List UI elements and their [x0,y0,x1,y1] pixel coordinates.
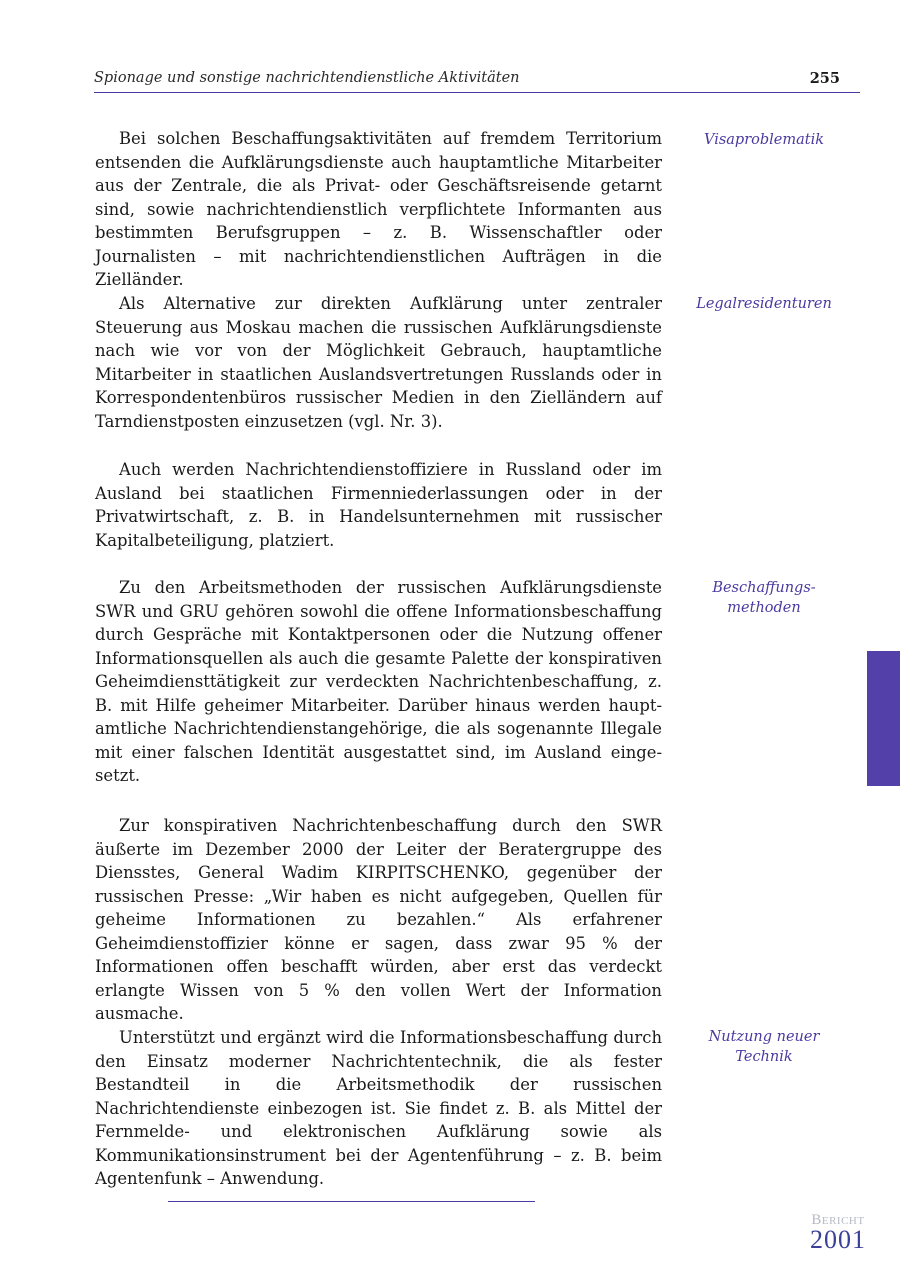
paragraph-4: Zu den Arbeitsmethoden der russischen Aufklärungsdienste SWR und GRU gehören sowohl die offene Informationsbeschaffung durch Gespräche mit Kontaktpersonen oder die Nutzung offener Informationsquellen als auch die gesamte Palette der konspirativen Geheimdiensttätigkeit zur verdeckten Nachrichtenbeschaffung, z. B. mit Hilfe geheimer Mitarbeiter. Darüber hinaus werden hauptamtliche Nachrichtendienstangehörige, die als sogenannte Illegale mit einer falschen Identität ausgestattet sind, im Ausland eingesetzt. [95,578,662,785]
thumb-index-tab [867,651,900,786]
footer-rule [168,1201,535,1202]
paragraph-5: Zur konspirativen Nachrichtenbeschaffung durch den SWR äußerte im Dezember 2000 der Leiter der Beratergruppe des Diensstes, General Wadim KIRPITSCHENKO, gegenüber der russischen Presse: „Wir haben es nicht aufgegeben, Quellen für geheime Informationen zu bezahlen.“ Als erfahrener Geheimdienstoffizier könne er sagen, dass zwar 95 % der Informationen offen beschafft würden, aber erst das verdeckt erlangte Wissen von 5 % den vollen Wert der Information ausmache. [95,816,662,1023]
paragraph-6: Unterstützt und ergänzt wird die Informationsbeschaffung durch den Einsatz moderner Nachrichtentechnik, die als fester Bestandteil in die Arbeitsmethodik der russischen Nachrichtendienste einbezogen ist. Sie findet z. B. als Mittel der Fernmelde- und elektronischen Aufklärung sowie als Kommunikationsinstrument bei der Agentenführung – z. B. beim Agentenfunk – Anwendung. [95,1028,662,1188]
report-logo-year: 2001 [810,1225,866,1254]
margin-note-visaproblematik: Visaproblematik [703,132,825,148]
report-logo [798,1212,878,1252]
paragraph-2: Als Alternative zur direkten Aufklärung unter zentraler Steuerung aus Moskau machen die russischen Aufklärungsdienste nach wie vor von der Möglichkeit Gebrauch, hauptamtliche Mitarbeiter in staatlichen Auslandsvertretungen Russlands oder in Korrespondentenbüros russischer Medien in den Zielländern auf Tarndienstposten einzusetzen (vgl. Nr. 3). [95,294,662,431]
running-header [94,68,860,93]
paragraph-3: Auch werden Nachrichtendienstoffiziere in Russland oder im Ausland bei staatlichen Firmenniederlassungen oder in der Privatwirtschaft, z. B. in Handelsunternehmen mit russischer Kapitalbeteiligung, platziert. [95,460,662,550]
margin-note-beschaffungsmethoden: Beschaffungs- methoden [712,580,816,616]
page-number: 255 [809,70,840,87]
running-title: Spionage und sonstige nachrichtendienstliche Aktivitäten [94,70,520,86]
paragraph-1: Bei solchen Beschaffungsaktivitäten auf fremdem Territorium entsenden die Aufklärungsdienste auch hauptamtliche Mitarbeiter aus der Zentrale, die als Privat- oder Geschäftsreisende getarnt sind, sowie nachrichtendienstlich verpflichtete Informanten aus bestimmten Berufsgruppen – z. B. Wissenschaftler oder Journalisten – mit nachrichtendienstlichen Aufträgen in die Zielländer. [95,129,662,289]
report-logo-word: Bericht [811,1212,865,1228]
margin-note-nutzung-neuer-technik: Nutzung neuer Technik [708,1029,820,1065]
margin-note-legalresidenturen: Legalresidenturen [696,296,832,312]
